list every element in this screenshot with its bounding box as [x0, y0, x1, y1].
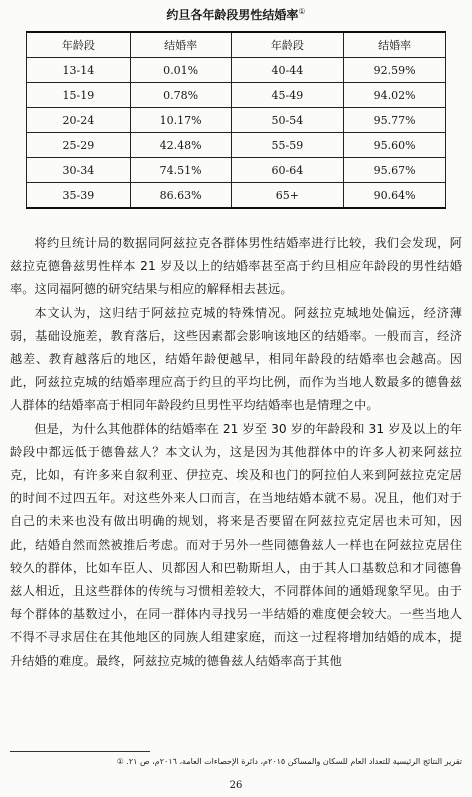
table-cell: 90.64%: [344, 183, 446, 209]
table-cell: 50-54: [231, 108, 344, 133]
table-cell: 35-39: [27, 183, 131, 209]
table-cell: 40-44: [231, 58, 344, 83]
table-cell: 15-19: [27, 83, 131, 108]
header-age-group-2: 年龄段: [231, 32, 344, 58]
table-cell: 42.48%: [130, 133, 231, 158]
footnote-text: تقرير النتائج الرئيسية للتعداد العام للسكان والمساكن ٢٠١٥م، دائرة الإحصاءات العامة، ٢٠١٦م، ص ٢١.: [126, 757, 462, 766]
footnote-reference: ①: [298, 7, 306, 16]
table-cell: 30-34: [27, 158, 131, 183]
marriage-rate-table: [26, 31, 446, 209]
table-cell: 10.17%: [130, 108, 231, 133]
table-row: [27, 183, 446, 209]
table-cell: 13-14: [27, 58, 131, 83]
table-cell: 45-49: [231, 83, 344, 108]
table-row: [27, 108, 446, 133]
table-cell: 95.67%: [344, 158, 446, 183]
header-age-group-1: 年龄段: [27, 32, 131, 58]
table-row: [27, 158, 446, 183]
footnote-divider: [10, 751, 150, 752]
table-header-row: [27, 32, 446, 58]
header-marriage-rate-1: 结婚率: [130, 32, 231, 58]
table-cell: 0.78%: [130, 83, 231, 108]
page-number: 26: [229, 780, 243, 791]
table-cell: 74.51%: [130, 158, 231, 183]
table-cell: 95.77%: [344, 108, 446, 133]
table-title: [0, 6, 472, 23]
table-cell: 55-59: [231, 133, 344, 158]
paragraph: 将约旦统计局的数据同阿兹拉克各群体男性结婚率进行比较，我们会发现，阿兹拉克德鲁兹男性样本 21 岁及以上的结婚率甚至高于约旦相应年龄段的男性结婚率。这同福阿德的研究结果与相应的解释相去甚远。: [10, 236, 462, 297]
table-title-text: 约旦各年龄段男性结婚率: [166, 8, 299, 22]
table-cell: 94.02%: [344, 83, 446, 108]
table-row: [27, 133, 446, 158]
table-cell: 25-29: [27, 133, 131, 158]
table-cell: 92.59%: [344, 58, 446, 83]
paragraph: 本文认为，这归结于阿兹拉克城的特殊情况。阿兹拉克城地处偏远，经济薄弱，基础设施差，教育落后，这些因素都会影响该地区的结婚率。一般而言，经济越差、教育越落后的地区，结婚年龄便越早，相同年龄段的结婚率也会越高。因此，阿兹拉克城的结婚率理应高于约旦的平均比例，而作为当地人数最多的德鲁兹人群体的结婚率高于相同年龄段约旦男性平均结婚率也是情理之中。: [10, 305, 462, 413]
header-marriage-rate-2: 结婚率: [344, 32, 446, 58]
table-row: [27, 58, 446, 83]
table-cell: 95.60%: [344, 133, 446, 158]
footnote: [10, 757, 462, 766]
footnote-mark: ①: [116, 757, 124, 766]
table-cell: 60-64: [231, 158, 344, 183]
paragraph: 但是，为什么其他群体的结婚率在 21 岁至 30 岁的年龄段和 31 岁及以上的年龄段中都远低于德鲁兹人？本文认为，这是因为其他群体中的许多人初来阿兹拉克，比如，有许多来自叙利亚、伊拉克、埃及和也门的阿拉伯人来到阿兹拉克定居的时间不过四五年。对这些外来人口而言，在当地结婚本就不易。况且，他们对于自己的未来也没有做出明确的规划，将来是否要留在阿兹拉克定居也未可知，因此，结婚自然而然被推后考虑。而对于另外一些同德鲁兹人一样也在阿兹拉克居住较久的群体，比如车臣人、贝都因人和巴勒斯坦人，由于其人口基数总和才同德鲁兹人相近，且这些群体的传统与习惯相差较大，不同群体间的通婚现象罕见。由于每个群体的基数过小，在同一群体内寻找另一半结婚的难度便会较大。一些当地人不得不寻求居住在其他地区的同族人组建家庭，而这一过程将增加结婚的成本，提升结婚的难度。最终，阿兹拉克城的德鲁兹人结婚率高于其他: [10, 421, 462, 668]
body-text: [10, 232, 462, 673]
table-row: [27, 83, 446, 108]
table-cell: 20-24: [27, 108, 131, 133]
table-cell: 86.63%: [130, 183, 231, 209]
table-cell: 0.01%: [130, 58, 231, 83]
table-cell: 65+: [231, 183, 344, 209]
